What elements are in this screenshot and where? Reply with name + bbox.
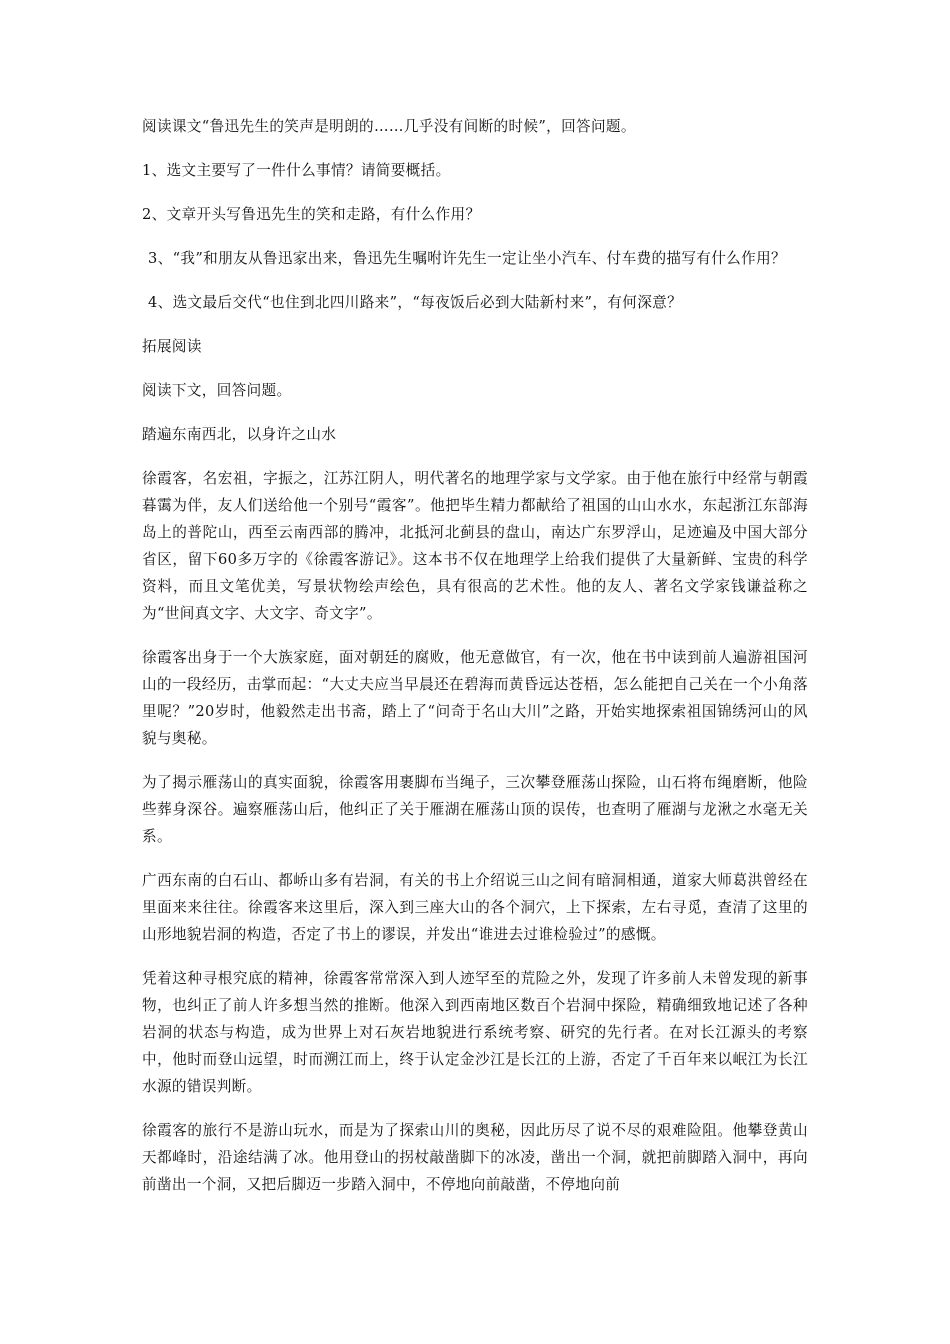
question-1: 1、选文主要写了一件什么事情？请简要概括。	[142, 162, 451, 179]
extended-reading-instruction: 阅读下文，回答问题。	[142, 382, 292, 399]
article-paragraph-4: 广西东南的白石山、都峤山多有岩洞，有关的书上介绍说三山之间有暗洞相通，道家大师葛洪曾经在里面来来往往。徐霞客来这里后，深入到三座大山的各个洞穴，上下探索，左右寻觅，查清了这里的山形地貌岩洞的构造，否定了书上的谬误，并发出“谁进去过谁检验过”的感慨。	[142, 872, 808, 943]
article-title: 踏遍东南西北，以身许之山水	[142, 426, 337, 443]
article-paragraph-2: 徐霞客出身于一个大族家庭，面对朝廷的腐败，他无意做官，有一次，他在书中读到前人遍游祖国河山的一段经历，击掌而起：“大丈夫应当早晨还在碧海而黄昏远达苍梧，怎么能把自己关在一个小角落里呢？”20岁时，他毅然走出书斋，踏上了“问奇于名山大川”之路，开始实地探索祖国锦绣河山的风貌与奥秘。	[142, 649, 808, 747]
article-paragraph-5: 凭着这种寻根究底的精神，徐霞客常常深入到人迹罕至的荒险之外，发现了许多前人未曾发现的新事物，也纠正了前人许多想当然的推断。他深入到西南地区数百个岩洞中探险，精确细致地记述了各种岩洞的状态与构造，成为世界上对石灰岩地貌进行系统考察、研究的先行者。在对长江源头的考察中，他时而登山远望，时而溯江而上，终于认定金沙江是长江的上游，否定了千百年来以岷江为长江水源的错误判断。	[142, 970, 808, 1095]
question-4: 4、选文最后交代“也住到北四川路来”，“每夜饭后必到大陆新村来”，有何深意？	[148, 294, 683, 311]
article-paragraph-1: 徐霞客，名宏祖，字振之，江苏江阴人，明代著名的地理学家与文学家。由于他在旅行中经常与朝霞暮霭为伴，友人们送给他一个别号“霞客”。他把毕生精力都献给了祖国的山山水水，东起浙江东部海岛上的普陀山，西至云南西部的腾冲，北抵河北蓟县的盘山，南达广东罗浮山，足迹遍及中国大部分省区，留下60多万字的《徐霞客游记》。这本书不仅在地理学上给我们提供了大量新鲜、宝贵的科学资料，而且文笔优美，写景状物绘声绘色，具有很高的艺术性。他的友人、著名文学家钱谦益称之为“世间真文字、大文字、奇文字”。	[142, 470, 808, 622]
question-3: 3、“我”和朋友从鲁迅家出来，鲁迅先生嘱咐许先生一定让坐小汽车、付车费的描写有什么作用？	[148, 250, 786, 267]
article-paragraph-3: 为了揭示雁荡山的真实面貌，徐霞客用裹脚布当绳子，三次攀登雁荡山探险，山石将布绳磨断，他险些葬身深谷。遍察雁荡山后，他纠正了关于雁湖在雁荡山顶的误传，也查明了雁湖与龙湫之水毫无关系。	[142, 774, 808, 845]
section-heading-extended-reading: 拓展阅读	[142, 338, 202, 355]
reading-instruction: 阅读课文“鲁迅先生的笑声是明朗的……几乎没有间断的时候”，回答问题。	[142, 118, 636, 135]
article-paragraph-6: 徐霞客的旅行不是游山玩水，而是为了探索山川的奥秘，因此历尽了说不尽的艰难险阻。他攀登黄山天都峰时，沿途结满了冰。他用登山的拐杖敲凿脚下的冰凌，凿出一个洞，就把前脚踏入洞中，再向前凿出一个洞，又把后脚迈一步踏入洞中，不停地向前敲凿，不停地向前	[142, 1122, 808, 1193]
question-2: 2、文章开头写鲁迅先生的笑和走路，有什么作用？	[142, 206, 481, 223]
